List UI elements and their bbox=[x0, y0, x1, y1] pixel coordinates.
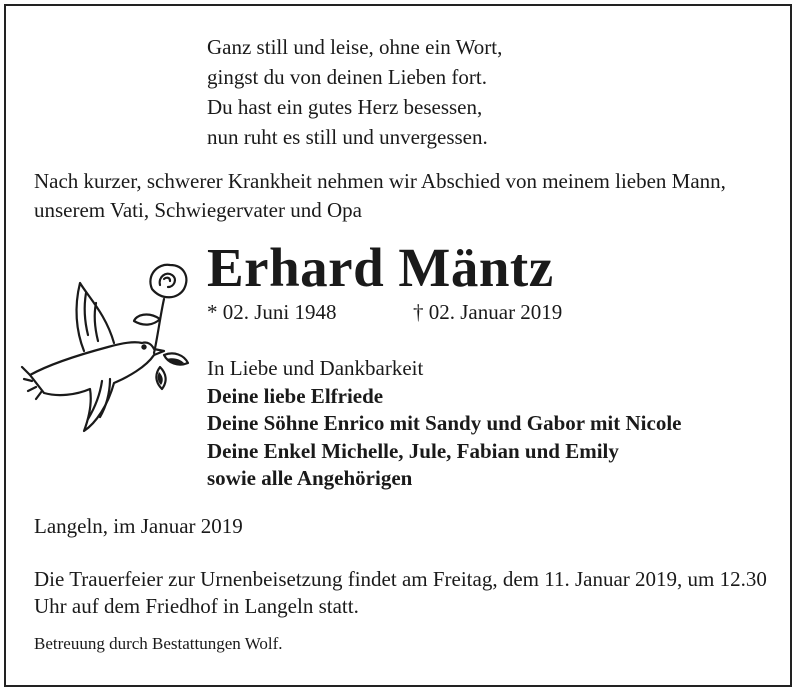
mourner-line: sowie alle Angehörigen bbox=[207, 466, 413, 490]
service-info: Die Trauerfeier zur Urnenbeisetzung findet am Freitag, dem 11. Januar 2019, um 12.30 Uhr auf dem Friedhof in Langeln statt. bbox=[34, 567, 767, 618]
birth-date: * 02. Juni 1948 bbox=[207, 300, 337, 324]
intro-text: Nach kurzer, schwerer Krankheit nehmen wir Abschied von meinem lieben Mann, unserem Vati, Schwiegervater und Opa bbox=[34, 169, 726, 222]
poem-line: Ganz still und leise, ohne ein Wort, bbox=[207, 35, 503, 59]
poem-line: Du hast ein gutes Herz besessen, bbox=[207, 95, 483, 119]
mourner-line: Deine Söhne Enrico mit Sandy und Gabor mit Nicole bbox=[207, 411, 682, 435]
death-date: † 02. Januar 2019 bbox=[413, 300, 563, 324]
place-date: Langeln, im Januar 2019 bbox=[34, 514, 243, 538]
mourner-line: Deine Enkel Michelle, Jule, Fabian und Emily bbox=[207, 438, 619, 463]
poem-line: gingst du von deinen Lieben fort. bbox=[207, 65, 487, 89]
poem bbox=[207, 32, 502, 152]
funeral-home-note: Betreuung durch Bestattungen Wolf. bbox=[34, 634, 283, 653]
mourner-line: Deine liebe Elfriede bbox=[207, 383, 384, 408]
mourners-lead: In Liebe und Dankbarkeit bbox=[207, 356, 424, 380]
poem-line: nun ruht es still und unvergessen. bbox=[207, 125, 488, 149]
mourners-block bbox=[207, 355, 682, 493]
deceased-name: Erhard Mäntz bbox=[207, 237, 554, 298]
dove-with-rose-icon bbox=[18, 255, 198, 440]
